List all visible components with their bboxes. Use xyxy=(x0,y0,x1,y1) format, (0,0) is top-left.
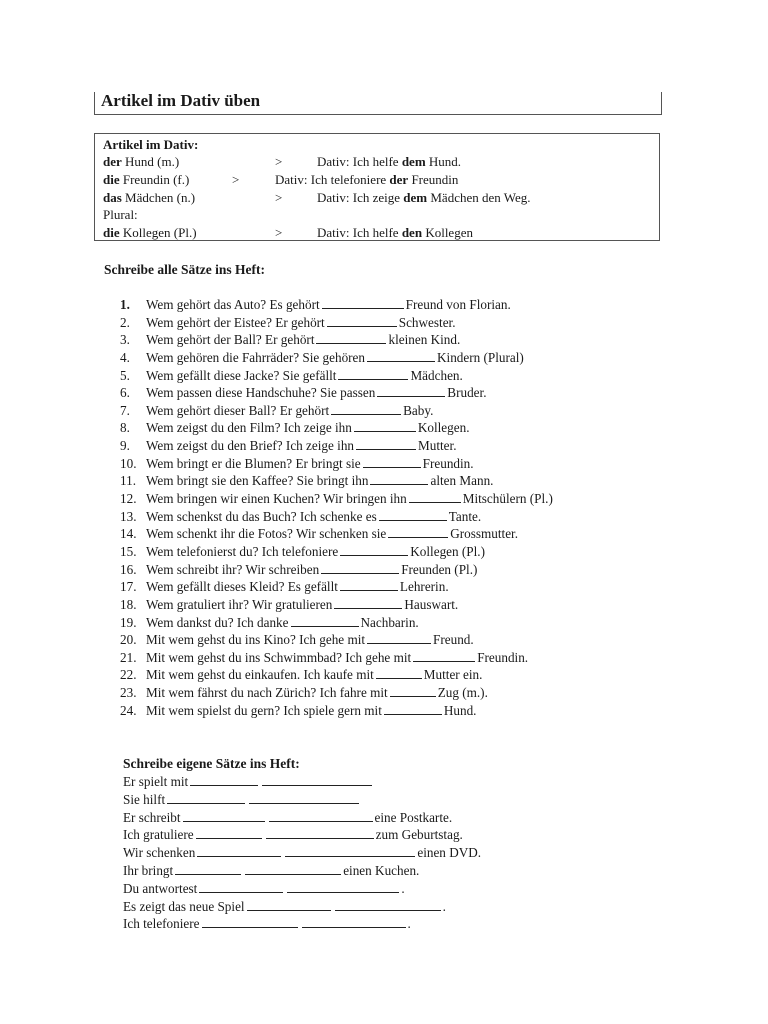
list-item xyxy=(120,596,553,614)
answer-blank[interactable] xyxy=(376,666,422,679)
answer-blank[interactable] xyxy=(370,472,428,485)
list-item xyxy=(120,402,553,420)
item-number: 5. xyxy=(120,367,130,383)
list-item xyxy=(123,880,481,898)
answer-blank[interactable] xyxy=(367,631,431,644)
sentence-start: Wem bringt er die Blumen? Er bringt sie xyxy=(146,455,361,471)
sentence-start: Wem gehört dieser Ball? Er gehört xyxy=(146,402,330,418)
sentence-start: Ihr bringt xyxy=(123,862,174,878)
arrow: > xyxy=(275,154,283,169)
answer-blank[interactable] xyxy=(335,898,441,911)
list-item xyxy=(120,419,553,437)
sentence-start: Wem gehört das Auto? Es gehört xyxy=(146,297,320,312)
answer-blank[interactable] xyxy=(354,419,416,432)
sentence-start: Mit wem gehst du einkaufen. Ich kaufe mit xyxy=(146,667,374,683)
sentence-end: Kollegen. xyxy=(417,420,470,436)
dative-example-pre: Dativ: Ich zeige xyxy=(317,190,404,205)
list-item xyxy=(120,614,553,632)
sentence-end: Kollegen (Pl.) xyxy=(410,543,485,559)
exercise2-list xyxy=(123,773,481,933)
sentence-end: . xyxy=(407,916,411,932)
list-item xyxy=(123,791,481,809)
sentence-end: Mutter ein. xyxy=(423,667,483,683)
sentence-start: Wem schenkst du das Buch? Ich schenke es xyxy=(146,508,377,524)
arrow: > xyxy=(275,190,283,205)
sentence-end: kleinen Kind. xyxy=(388,332,461,348)
sentence-end: alten Mann. xyxy=(430,473,494,489)
arrow: > xyxy=(232,172,240,187)
answer-blank[interactable] xyxy=(197,844,281,857)
sentence-end: Freundin. xyxy=(422,455,474,471)
answer-blank[interactable] xyxy=(316,331,386,344)
list-item xyxy=(120,314,553,332)
sentence-end: Grossmutter. xyxy=(450,526,519,542)
sentence-start: Mit wem gehst du ins Kino? Ich gehe mit xyxy=(146,632,366,648)
info-heading: Artikel im Dativ: xyxy=(103,137,199,152)
sentence-start: Mit wem gehst du ins Schwimmbad? Ich gehe mit xyxy=(146,649,412,665)
answer-blank[interactable] xyxy=(199,880,283,893)
dative-article: den xyxy=(401,225,423,240)
article: die xyxy=(103,225,120,240)
sentence-start: Sie hilft xyxy=(123,791,166,807)
article: das xyxy=(103,190,122,205)
sentence-end: Bruder. xyxy=(447,385,487,401)
exercise2-heading: Schreibe eigene Sätze ins Heft: xyxy=(123,756,300,771)
sentence-end: Kindern (Plural) xyxy=(437,349,524,365)
item-number: 9. xyxy=(120,438,130,454)
answer-blank[interactable] xyxy=(379,508,447,521)
item-number: 12. xyxy=(120,491,137,507)
dative-example-post: Kollegen xyxy=(422,225,473,240)
item-number: 6. xyxy=(120,385,130,401)
sentence-start: Wem gratuliert ihr? Wir gratulieren xyxy=(146,596,333,612)
dative-example-pre: Dativ: Ich helfe xyxy=(317,225,402,240)
answer-blank[interactable] xyxy=(183,809,265,822)
sentence-end: . xyxy=(401,880,405,896)
sentence-end: Schwester. xyxy=(398,314,456,330)
sentence-start: Wem gefällt diese Jacke? Sie gefällt xyxy=(146,367,337,383)
answer-blank[interactable] xyxy=(190,773,258,786)
sentence-end: Lehrerin. xyxy=(399,579,449,595)
answer-blank[interactable] xyxy=(367,349,435,362)
sentence-start: Er spielt mit xyxy=(123,774,189,789)
sentence-end: Freundin. xyxy=(477,649,529,665)
sentence-start: Mit wem spielst du gern? Ich spiele gern mit xyxy=(146,702,382,718)
item-number: 19. xyxy=(120,614,137,630)
answer-blank[interactable] xyxy=(269,809,373,822)
answer-blank[interactable] xyxy=(287,880,399,893)
list-item xyxy=(120,331,553,349)
list-item xyxy=(123,773,481,791)
sentence-end: zum Geburtstag. xyxy=(375,827,463,843)
answer-blank[interactable] xyxy=(356,437,416,450)
sentence-end: Mitschülern (Pl.) xyxy=(462,491,553,507)
list-item xyxy=(120,684,553,702)
item-number: 16. xyxy=(120,561,137,577)
sentence-start: Wem dankst du? Ich danke xyxy=(146,614,289,630)
list-item xyxy=(120,543,553,561)
article: der xyxy=(103,154,122,169)
list-item xyxy=(120,649,553,667)
dative-article: der xyxy=(389,172,409,187)
sentence-start: Wem passen diese Handschuhe? Sie passen xyxy=(146,385,376,401)
sentence-start: Wem zeigst du den Brief? Ich zeige ihn xyxy=(146,438,355,454)
answer-blank[interactable] xyxy=(262,773,372,786)
list-item xyxy=(120,508,553,526)
list-item xyxy=(123,898,481,916)
answer-blank[interactable] xyxy=(322,296,404,309)
noun: Freundin (f.) xyxy=(119,172,190,187)
sentence-end: . xyxy=(442,898,446,914)
answer-blank[interactable] xyxy=(390,684,436,697)
sentence-start: Wem gehören die Fahrräder? Sie gehören xyxy=(146,349,366,365)
sentence-end: Mutter. xyxy=(418,438,457,454)
sentence-start: Wem schreibt ihr? Wir schreiben xyxy=(146,561,320,577)
answer-blank[interactable] xyxy=(409,490,461,503)
item-number: 7. xyxy=(120,402,130,418)
list-item xyxy=(120,702,553,720)
sentence-start: Wem bringt sie den Kaffee? Sie bringt ihn xyxy=(146,473,369,489)
answer-blank[interactable] xyxy=(266,826,374,839)
page-title: Artikel im Dativ üben xyxy=(101,91,261,110)
item-number: 4. xyxy=(120,349,130,365)
answer-blank[interactable] xyxy=(331,402,401,415)
exercise1-heading: Schreibe alle Sätze ins Heft: xyxy=(104,262,265,277)
sentence-start: Wem gehört der Eistee? Er gehört xyxy=(146,314,325,330)
sentence-start: Wir schenken xyxy=(123,845,196,861)
sentence-end: Freund. xyxy=(433,632,474,648)
list-item xyxy=(120,367,553,385)
sentence-start: Du antwortest xyxy=(123,880,198,896)
info-row-feminine xyxy=(103,171,653,189)
item-number: 23. xyxy=(120,685,137,701)
dative-example-post: Mädchen den Weg. xyxy=(427,190,531,205)
answer-blank[interactable] xyxy=(363,455,421,468)
list-item xyxy=(123,915,481,933)
list-item xyxy=(123,826,481,844)
sentence-end: Baby. xyxy=(403,402,434,418)
answer-blank[interactable] xyxy=(247,898,331,911)
sentence-end: einen Kuchen. xyxy=(343,862,420,878)
item-number: 18. xyxy=(120,596,137,612)
list-item xyxy=(120,525,553,543)
list-item xyxy=(123,844,481,862)
noun: Mädchen (n.) xyxy=(121,190,196,205)
item-number: 2. xyxy=(120,314,130,330)
sentence-start: Wem gefällt dieses Kleid? Es gefällt xyxy=(146,579,338,595)
dative-example-post: Freundin xyxy=(408,172,459,187)
item-number: 20. xyxy=(120,632,137,648)
sentence-start: Mit wem fährst du nach Zürich? Ich fahre mit xyxy=(146,685,388,701)
sentence-start: Wem bringen wir einen Kuchen? Wir bringen ihn xyxy=(146,491,407,507)
sentence-start: Ich telefoniere xyxy=(123,916,200,932)
sentence-start: Ich gratuliere xyxy=(123,827,194,843)
exercise1-list xyxy=(120,296,553,719)
answer-blank[interactable] xyxy=(321,561,399,574)
sentence-start: Es zeigt das neue Spiel xyxy=(123,898,245,914)
arrow: > xyxy=(275,225,283,240)
list-item xyxy=(120,472,553,490)
sentence-start: Er schreibt xyxy=(123,809,181,825)
answer-blank[interactable] xyxy=(384,702,442,715)
answer-blank[interactable] xyxy=(245,862,341,875)
sentence-start: Wem zeigst du den Film? Ich zeige ihn xyxy=(146,420,352,436)
answer-blank[interactable] xyxy=(340,543,408,556)
sentence-end: Freund von Florian. xyxy=(405,297,511,312)
dative-example-pre: Dativ: Ich helfe xyxy=(317,154,402,169)
answer-blank[interactable] xyxy=(388,525,448,538)
list-item xyxy=(120,490,553,508)
sentence-end: Mädchen. xyxy=(410,367,463,383)
sentence-start: Wem telefonierst du? Ich telefoniere xyxy=(146,543,339,559)
dative-example-post: Hund. xyxy=(425,154,462,169)
title-box xyxy=(94,92,662,115)
list-item xyxy=(120,437,553,455)
item-number: 22. xyxy=(120,667,137,683)
sentence-end: eine Postkarte. xyxy=(374,809,453,825)
answer-blank[interactable] xyxy=(340,578,398,591)
sentence-start: Wem gehört der Ball? Er gehört xyxy=(146,332,315,348)
answer-blank[interactable] xyxy=(285,844,415,857)
answer-blank[interactable] xyxy=(413,649,475,662)
item-number: 14. xyxy=(120,526,137,542)
item-number: 1. xyxy=(120,297,130,312)
sentence-end: Nachbarin. xyxy=(360,614,419,630)
item-number: 24. xyxy=(120,702,137,718)
sentence-end: Freunden (Pl.) xyxy=(401,561,478,577)
list-item xyxy=(120,296,553,314)
answer-blank[interactable] xyxy=(302,915,406,928)
item-number: 21. xyxy=(120,649,137,665)
sentence-end: Hund. xyxy=(443,702,477,718)
answer-blank[interactable] xyxy=(249,791,359,804)
list-item xyxy=(120,349,553,367)
answer-blank[interactable] xyxy=(334,596,402,609)
sentence-end: Hauswart. xyxy=(404,596,459,612)
dative-info-box xyxy=(94,133,660,241)
item-number: 13. xyxy=(120,508,137,524)
list-item xyxy=(120,631,553,649)
dative-article: dem xyxy=(403,190,428,205)
answer-blank[interactable] xyxy=(327,314,397,327)
dative-article: dem xyxy=(401,154,426,169)
list-item xyxy=(120,578,553,596)
answer-blank[interactable] xyxy=(167,791,245,804)
list-item xyxy=(120,561,553,579)
answer-blank[interactable] xyxy=(202,915,298,928)
list-item xyxy=(120,666,553,684)
item-number: 11. xyxy=(120,473,136,489)
item-number: 3. xyxy=(120,332,130,348)
answer-blank[interactable] xyxy=(291,614,359,627)
answer-blank[interactable] xyxy=(377,384,445,397)
list-item xyxy=(123,862,481,880)
article: die xyxy=(103,172,120,187)
list-item xyxy=(120,384,553,402)
info-row-neuter xyxy=(103,189,653,207)
answer-blank[interactable] xyxy=(338,367,408,380)
info-row-plural xyxy=(103,224,653,242)
list-item xyxy=(120,455,553,473)
noun: Kollegen (Pl.) xyxy=(119,225,197,240)
sentence-end: Tante. xyxy=(448,508,482,524)
answer-blank[interactable] xyxy=(175,862,241,875)
sentence-start: Wem schenkt ihr die Fotos? Wir schenken sie xyxy=(146,526,387,542)
item-number: 10. xyxy=(120,455,137,471)
answer-blank[interactable] xyxy=(196,826,262,839)
item-number: 8. xyxy=(120,420,130,436)
dative-example-pre: Dativ: Ich telefoniere xyxy=(275,172,390,187)
info-row-masculine xyxy=(103,153,653,171)
item-number: 15. xyxy=(120,543,137,559)
sentence-end: einen DVD. xyxy=(417,845,482,861)
info-plural-label: Plural: xyxy=(103,207,138,222)
noun: Hund (m.) xyxy=(121,154,180,169)
item-number: 17. xyxy=(120,579,137,595)
list-item xyxy=(123,809,481,827)
sentence-end: Zug (m.). xyxy=(437,685,488,701)
